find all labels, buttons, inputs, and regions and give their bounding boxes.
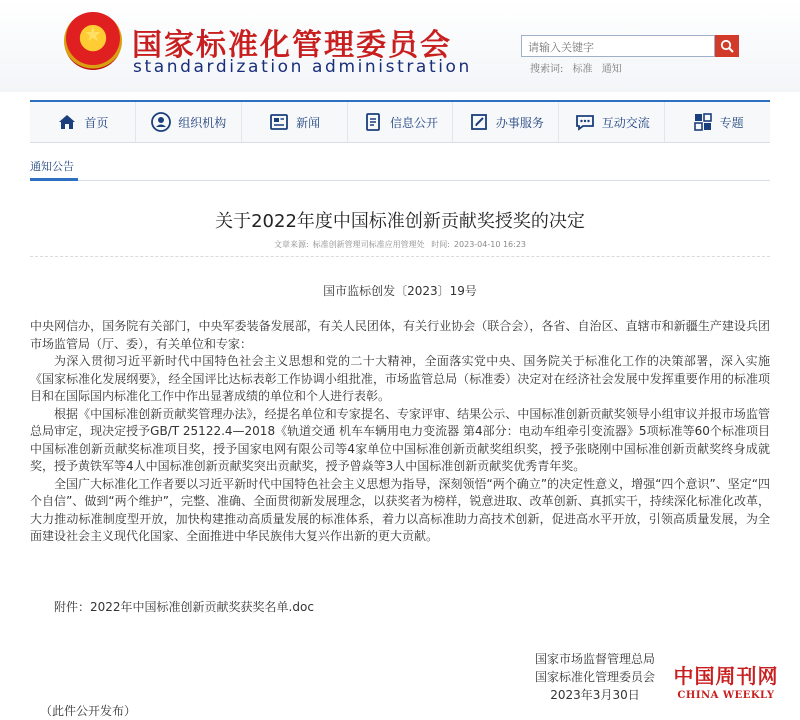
nav-label: 互动交流 [601, 115, 650, 130]
nav-label: 首页 [84, 115, 109, 130]
watermark-cn: 中国周刊网 [673, 664, 779, 688]
document-number: 国市监标创发〔2023〕19号 [323, 284, 477, 298]
topic-icon [692, 111, 714, 133]
meta-divider [30, 256, 770, 257]
site-subtitle: standardization administration [133, 57, 472, 77]
signature-org-2: 国家标准化管理委员会 [534, 670, 655, 684]
hotword-link[interactable]: 标准 [572, 64, 593, 75]
info-icon [362, 111, 384, 133]
hotword-link[interactable]: 通知 [601, 64, 622, 75]
nav-item-info-disclosure[interactable] [348, 102, 454, 142]
date-label: 时间: [431, 240, 450, 249]
attachment-link[interactable]: 附件：2022年中国标准创新贡献奖获奖名单.doc [54, 600, 314, 614]
article-date: 2023-04-10 16:23 [453, 240, 527, 249]
nav-label: 办事服务 [495, 115, 544, 130]
national-emblem-icon[interactable] [64, 12, 122, 70]
nav-item-news[interactable] [242, 102, 348, 142]
watermark-en: CHINA WEEKLY [677, 690, 775, 701]
nav-label: 信息公开 [390, 115, 439, 130]
nav-item-organization[interactable] [136, 102, 242, 142]
article-source: 标准创新管理司标准应用管理处 [312, 240, 425, 249]
service-icon [468, 111, 490, 133]
org-icon [150, 111, 172, 133]
breadcrumb-divider [30, 180, 770, 181]
nav-item-topics[interactable] [665, 102, 770, 142]
article-body [30, 318, 770, 546]
article-paragraph: 中央网信办，国务院有关部门，中央军委装备发展部，有关人民团体，有关行业协会（联合会），各省、自治区、直辖市和新疆生产建设兵团市场监管局（厅、委），有关单位和专家： [30, 319, 770, 351]
hot-search-words [530, 60, 628, 75]
home-icon [56, 111, 78, 133]
nav-label: 新闻 [296, 115, 321, 130]
hotwords-label: 搜索词: [530, 64, 564, 75]
site-title[interactable]: 国家标准化管理委员会 [132, 28, 452, 63]
article-title: 关于2022年度中国标准创新贡献奖授奖的决定 [215, 211, 585, 232]
article-meta [0, 239, 800, 250]
article-paragraph: 全国广大标准化工作者要以习近平新时代中国特色社会主义思想为指导，深刻领悟“两个确立”的决定性意义，增强“四个意识”、坚定“四个自信”、做到“两个维护”，完整、准确、全面贯彻新发展理念，以获奖者为榜样，锐意进取、改革创新、真抓实干，持续深化标准化改革，大力推动标准制度型开放，加快构建推动高质量发展的标准体系，着力以高标准助力高技术创新，促进高水平开放，引领高质量发展，为全面建设社会主义现代化国家、全面推进中华民族伟大复兴作出新的更大贡献。 [30, 476, 770, 543]
nav-label: 组织机构 [178, 115, 227, 130]
breadcrumb[interactable]: 通知公告 [30, 160, 74, 173]
search-button[interactable] [715, 35, 739, 57]
nav-label: 专题 [719, 115, 744, 130]
signature-date: 2023年3月30日 [550, 688, 640, 702]
news-icon [268, 111, 290, 133]
chat-icon [574, 111, 596, 133]
source-label: 文章来源: [273, 240, 309, 249]
main-nav [30, 100, 770, 143]
article-paragraph: 为深入贯彻习近平新时代中国特色社会主义思想和党的二十大精神，全面落实党中央、国务院关于标准化工作的决策部署，深入实施《国家标准化发展纲要》，经全国评比达标表彰工作协调小组批准，市场监管总局（标准委）决定对在经济社会发展中发挥重要作用的标准项目和在国际国内标准化工作中作出显著成绩的单位和个人进行表彰。 [30, 354, 770, 403]
emblem-star-icon: ★ [84, 22, 102, 46]
china-weekly-watermark [663, 660, 789, 701]
signature-org-1: 国家市场监督管理总局 [534, 652, 655, 666]
nav-item-interaction[interactable] [559, 102, 665, 142]
article-paragraph: 根据《中国标准创新贡献奖管理办法》，经提名单位和专家提名、专家评审、结果公示、中国标准创新贡献奖领导小组审议并报市场监管总局审定，现决定授予GB/T 25122.4—2018《轨道交通 机车车辆用电力变流器 第4部分：电动车组牵引变流器》5项标准等60个标准项目中国标准创新贡献奖标准项目奖，授予国家电网有限公司等4家单位中国标准创新贡献奖组织奖，授予张晓刚中国标准创新贡献奖终身成就奖，授予黄铁军等4人中国标准创新贡献奖突出贡献奖，授予曾焱等3人中国标准创新贡献奖优秀青年奖。 [30, 406, 770, 473]
nav-item-services[interactable] [453, 102, 559, 142]
search-box[interactable] [521, 35, 715, 57]
site-header [0, 0, 800, 92]
search-input[interactable] [522, 38, 720, 58]
nav-item-home[interactable] [30, 102, 136, 142]
public-release-note: （此件公开发布） [40, 704, 137, 718]
breadcrumb-accent [30, 178, 78, 181]
search-icon [720, 39, 734, 53]
